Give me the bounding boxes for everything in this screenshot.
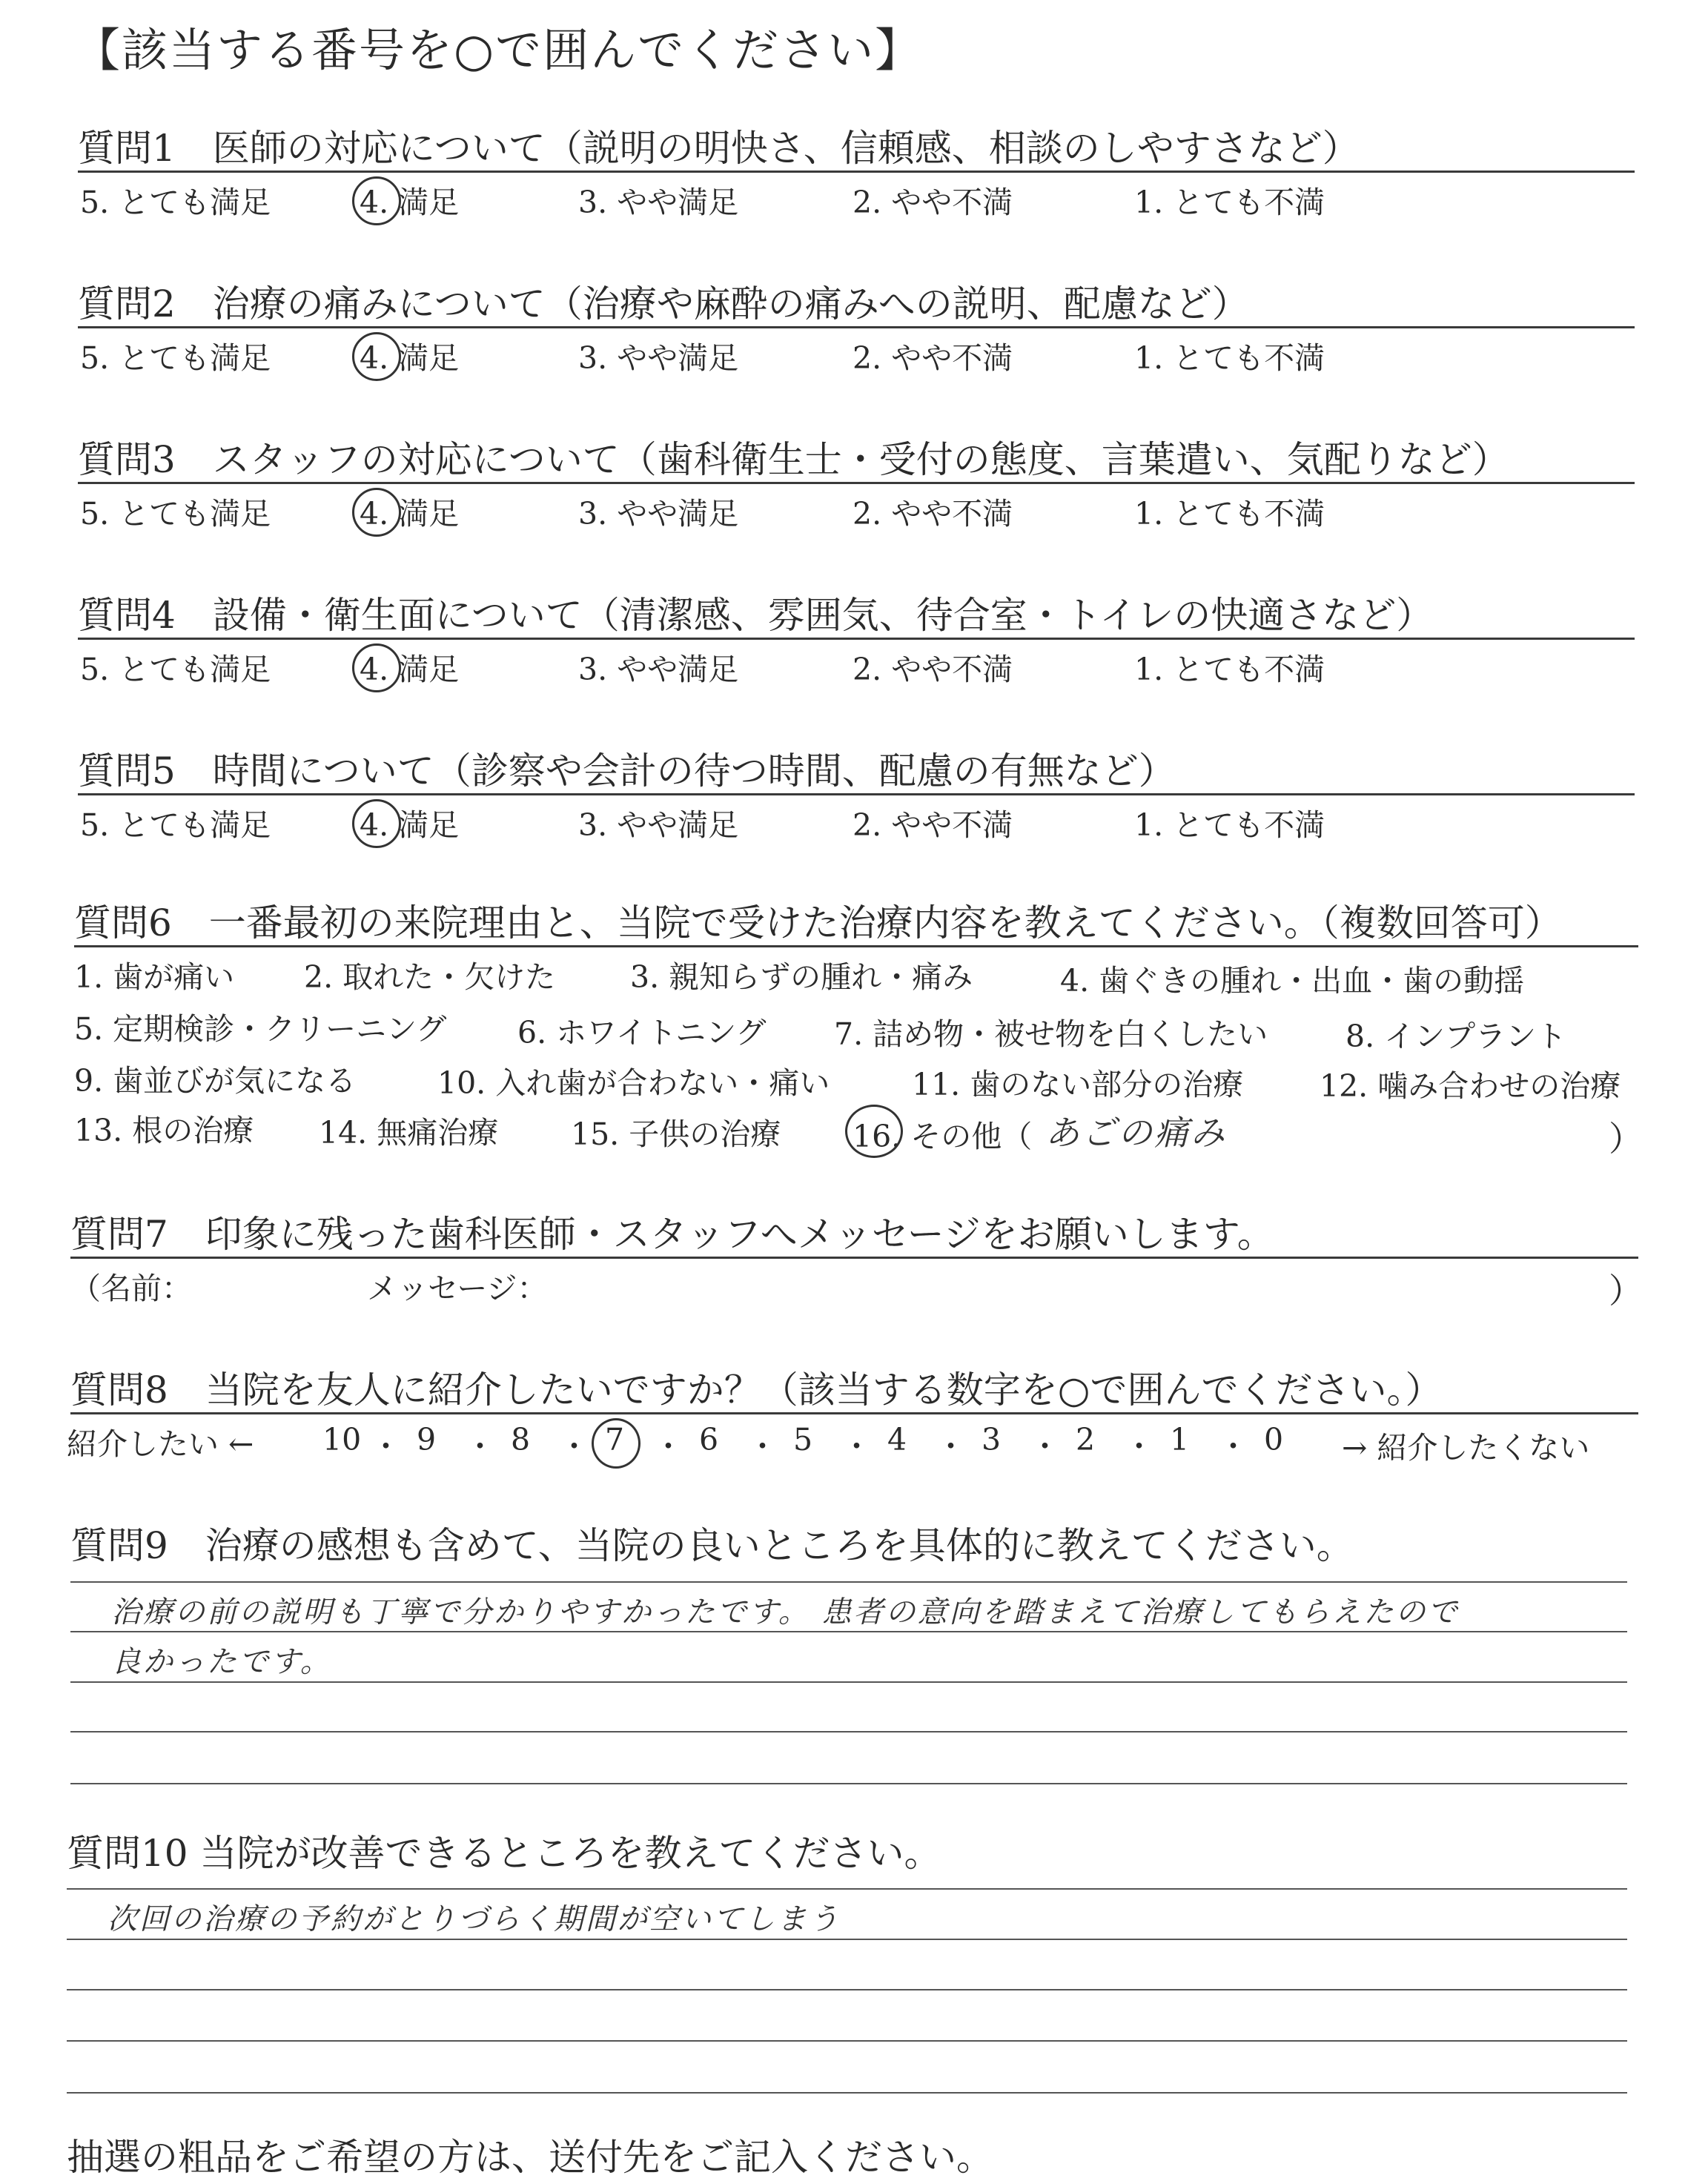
q8-score-3[interactable]: 3 bbox=[982, 1422, 1002, 1457]
q4-rule bbox=[78, 638, 1635, 640]
q2-title: 質問2 治療の痛みについて（治療や麻酔の痛みへの説明、配慮など） bbox=[78, 282, 1249, 325]
q6-option-15[interactable]: 15. 子供の治療 bbox=[571, 1116, 781, 1152]
q10-line-3 bbox=[67, 2040, 1627, 2042]
q2-option-1[interactable]: 1. とても不満 bbox=[1134, 340, 1325, 376]
q4-option-1[interactable]: 1. とても不満 bbox=[1134, 652, 1325, 687]
q8-selected-circle bbox=[592, 1418, 640, 1469]
q5-rule bbox=[78, 793, 1635, 795]
q6-option-2[interactable]: 2. 取れた・欠けた bbox=[304, 959, 556, 995]
q7-title: 質問7 印象に残った歯科医師・スタッフへメッセージをお願いします。 bbox=[70, 1213, 1274, 1256]
q1-option-2[interactable]: 2. やや不満 bbox=[853, 185, 1013, 220]
q9-line-3 bbox=[70, 1731, 1627, 1732]
q6-option-11[interactable]: 11. 歯のない部分の治療 bbox=[912, 1067, 1244, 1102]
q4-option-3[interactable]: 3. やや満足 bbox=[578, 652, 739, 687]
q8-separator: ・ bbox=[1218, 1429, 1248, 1464]
q6-option-6[interactable]: 6. ホワイトニング bbox=[517, 1015, 767, 1050]
q3-title: 質問3 スタッフの対応について（歯科衛生士・受付の態度、言葉遣い、気配りなど） bbox=[78, 438, 1509, 481]
q6-option-13[interactable]: 13. 根の治療 bbox=[74, 1113, 254, 1148]
q8-separator: ・ bbox=[841, 1429, 872, 1464]
q8-score-9[interactable]: 9 bbox=[417, 1422, 437, 1457]
q9-answer-line-2: 良かったです。 bbox=[111, 1645, 332, 1679]
q3-rule bbox=[78, 482, 1635, 484]
page-title: 【該当する番号を○で囲んでください】 bbox=[74, 23, 923, 77]
q6-title: 質問6 一番最初の来院理由と、当院で受けた治療内容を教えてください。（複数回答可） bbox=[74, 901, 1562, 944]
q3-option-3[interactable]: 3. やや満足 bbox=[578, 496, 739, 532]
q8-score-7[interactable]: 7 bbox=[605, 1422, 625, 1457]
q8-score-1[interactable]: 1 bbox=[1170, 1422, 1190, 1457]
q5-option-5[interactable]: 5. とても満足 bbox=[80, 807, 271, 843]
q9-answer-line-1: 治療の前の説明も丁寧で分かりやすかったです。 患者の意向を踏まえて治療してもらえたので bbox=[111, 1595, 1460, 1629]
q9-line-0 bbox=[70, 1581, 1627, 1583]
q8-separator: ・ bbox=[559, 1429, 589, 1464]
q1-title: 質問1 医師の対応について（説明の明快さ、信頼感、相談のしやすさなど） bbox=[78, 127, 1360, 170]
q6-option-14[interactable]: 14. 無痛治療 bbox=[319, 1115, 499, 1151]
q8-right-label: → 紹介したくない bbox=[1342, 1430, 1590, 1466]
q8-left-label: 紹介したい ← bbox=[67, 1426, 254, 1462]
q8-rule bbox=[70, 1412, 1638, 1414]
q9-title: 質問9 治療の感想も含めて、当院の良いところを具体的に教えてください。 bbox=[70, 1524, 1354, 1567]
q1-rule bbox=[78, 171, 1635, 173]
q4-option-2[interactable]: 2. やや不満 bbox=[853, 652, 1013, 687]
footer-note: 抽選の粗品をご希望の方は、送付先をご記入ください。 bbox=[67, 2136, 993, 2179]
q5-option-1[interactable]: 1. とても不満 bbox=[1134, 807, 1325, 843]
q5-option-2[interactable]: 2. やや不満 bbox=[853, 807, 1013, 843]
q10-title: 質問10 当院が改善できるところを教えてください。 bbox=[67, 1832, 941, 1875]
q8-score-8[interactable]: 8 bbox=[511, 1422, 531, 1457]
q10-answer-line-1: 次回の治療の予約がとりづらく期間が空いてしまう bbox=[107, 1902, 841, 1936]
q6-option-12[interactable]: 12. 噛み合わせの治療 bbox=[1320, 1068, 1621, 1104]
q6-other-handwriting: あごの痛み bbox=[1045, 1113, 1227, 1153]
q10-line-1 bbox=[67, 1939, 1627, 1940]
q5-title: 質問5 時間について（診察や会計の待つ時間、配慮の有無など） bbox=[78, 749, 1176, 792]
q6-rule bbox=[74, 945, 1638, 947]
q1-option-4[interactable]: 4. 満足 bbox=[360, 185, 460, 220]
q6-option-3[interactable]: 3. 親知らずの腫れ・痛み bbox=[630, 959, 973, 995]
q1-option-5[interactable]: 5. とても満足 bbox=[80, 185, 271, 220]
q6-option-10[interactable]: 10. 入れ歯が合わない・痛い bbox=[437, 1065, 830, 1101]
q10-line-4 bbox=[67, 2092, 1627, 2094]
q2-option-2[interactable]: 2. やや不満 bbox=[853, 340, 1013, 376]
q7-name-label: （名前： bbox=[70, 1271, 192, 1306]
q6-option-5[interactable]: 5. 定期検診・クリーニング bbox=[74, 1011, 447, 1047]
q7-message-label: メッセージ： bbox=[367, 1271, 548, 1306]
q9-line-1 bbox=[70, 1631, 1627, 1632]
q1-selected-circle bbox=[352, 176, 401, 225]
q8-score-2[interactable]: 2 bbox=[1076, 1422, 1096, 1457]
q6-option-9[interactable]: 9. 歯並びが気になる bbox=[74, 1063, 357, 1099]
q8-separator: ・ bbox=[371, 1429, 401, 1464]
q6-option-7[interactable]: 7. 詰め物・被せ物を白くしたい bbox=[834, 1016, 1268, 1052]
q9-line-4 bbox=[70, 1783, 1627, 1784]
q9-line-2 bbox=[70, 1681, 1627, 1683]
q8-separator: ・ bbox=[1124, 1429, 1154, 1464]
q3-option-4[interactable]: 4. 満足 bbox=[360, 496, 460, 532]
q5-selected-circle bbox=[352, 799, 401, 848]
q2-rule bbox=[78, 326, 1635, 328]
q4-title: 質問4 設備・衛生面について（清潔感、雰囲気、待合室・トイレの快適さなど） bbox=[78, 594, 1434, 637]
q2-option-4[interactable]: 4. 満足 bbox=[360, 340, 460, 376]
q2-selected-circle bbox=[352, 332, 401, 381]
q8-title: 質問8 当院を友人に紹介したいですか？（該当する数字を○で囲んでください。） bbox=[70, 1368, 1443, 1411]
q1-option-1[interactable]: 1. とても不満 bbox=[1134, 185, 1325, 220]
q3-selected-circle bbox=[352, 488, 401, 537]
q8-separator: ・ bbox=[936, 1429, 966, 1464]
q2-option-3[interactable]: 3. やや満足 bbox=[578, 340, 739, 376]
q6-close-paren: ） bbox=[1609, 1119, 1643, 1159]
q7-rule bbox=[70, 1257, 1638, 1259]
q10-line-2 bbox=[67, 1989, 1627, 1990]
q8-separator: ・ bbox=[653, 1429, 683, 1464]
q4-selected-circle bbox=[352, 643, 401, 692]
q8-score-10[interactable]: 10 bbox=[322, 1422, 362, 1457]
q6-selected-circle bbox=[845, 1105, 903, 1158]
q4-option-5[interactable]: 5. とても満足 bbox=[80, 652, 271, 687]
q10-line-0 bbox=[67, 1888, 1627, 1890]
q6-option-16[interactable]: 16. その他（ bbox=[853, 1119, 1033, 1154]
q3-option-2[interactable]: 2. やや不満 bbox=[853, 496, 1013, 532]
q8-separator: ・ bbox=[465, 1429, 495, 1464]
q8-separator: ・ bbox=[1030, 1429, 1060, 1464]
q3-option-1[interactable]: 1. とても不満 bbox=[1134, 496, 1325, 532]
q4-option-4[interactable]: 4. 満足 bbox=[360, 652, 460, 687]
q6-option-1[interactable]: 1. 歯が痛い bbox=[74, 959, 235, 995]
q8-score-5[interactable]: 5 bbox=[793, 1422, 813, 1457]
q5-option-3[interactable]: 3. やや満足 bbox=[578, 807, 739, 843]
q8-score-0[interactable]: 0 bbox=[1264, 1422, 1284, 1457]
q5-option-4[interactable]: 4. 満足 bbox=[360, 807, 460, 843]
q6-option-4[interactable]: 4. 歯ぐきの腫れ・出血・歯の動揺 bbox=[1060, 963, 1525, 999]
q8-score-6[interactable]: 6 bbox=[699, 1422, 719, 1457]
q3-option-5[interactable]: 5. とても満足 bbox=[80, 496, 271, 532]
q7-close-paren: ） bbox=[1609, 1271, 1643, 1311]
q1-option-3[interactable]: 3. やや満足 bbox=[578, 185, 739, 220]
q8-score-4[interactable]: 4 bbox=[887, 1422, 907, 1457]
q6-option-8[interactable]: 8. インプラント bbox=[1345, 1019, 1567, 1054]
q8-separator: ・ bbox=[747, 1429, 778, 1464]
q2-option-5[interactable]: 5. とても満足 bbox=[80, 340, 271, 376]
